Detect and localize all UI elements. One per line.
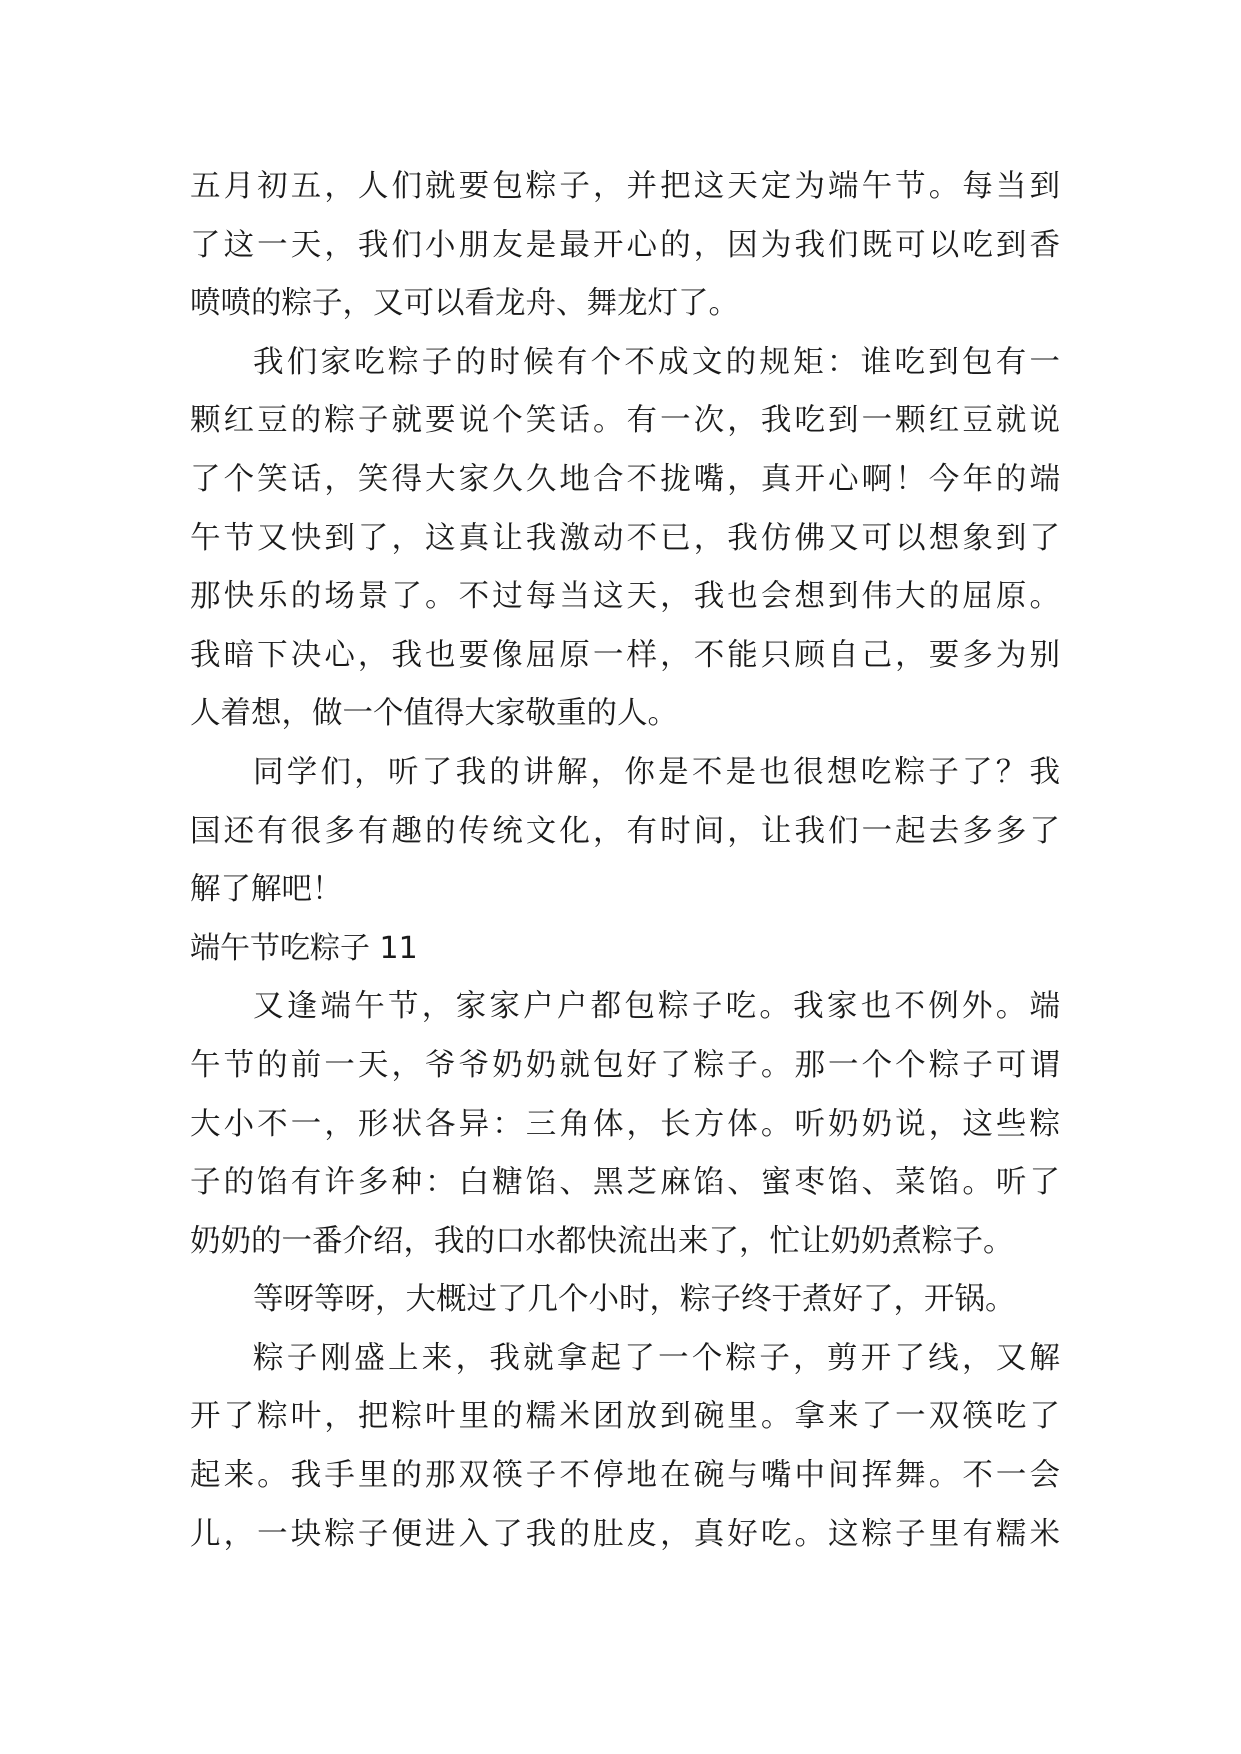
text-line: 那快乐的场景了。不过每当这天，我也会想到伟大的屈原。 [190,579,1060,615]
text-line: 等呀等呀，大概过了几个小时，粽子终于煮好了，开锅。 [253,1282,1016,1318]
text-line: 粽子刚盛上来，我就拿起了一个粽子，剪开了线，又解 [253,1340,1060,1376]
section-heading: 端午节吃粽子 11 [190,930,418,966]
text-line: 儿，一块粽子便进入了我的肚皮，真好吃。这粽子里有糯米 [190,1516,1060,1552]
text-line: 了个笑话，笑得大家久久地合不拢嘴，真开心啊！今年的端 [190,461,1060,497]
text-line: 奶奶的一番介绍，我的口水都快流出来了，忙让奶奶煮粽子。 [190,1223,1014,1259]
text-line: 五月初五，人们就要包粽子，并把这天定为端午节。每当到 [190,169,1060,204]
document-body [190,158,1060,1564]
paragraph [190,1271,1060,1330]
paragraph [190,158,1060,334]
text-line: 了这一天，我们小朋友是最开心的，因为我们既可以吃到香 [190,227,1060,263]
text-line: 我暗下决心，我也要像屈原一样，不能只顾自己，要多为别 [190,637,1060,673]
paragraph [190,334,1060,744]
text-line: 解了解吧！ [190,872,343,908]
text-line: 喷喷的粽子，又可以看龙舟、舞龙灯了。 [190,286,739,322]
text-line: 国还有很多有趣的传统文化，有时间，让我们一起去多多了 [190,813,1060,849]
text-line: 人着想，做一个值得大家敬重的人。 [190,696,678,732]
text-line: 同学们，听了我的讲解，你是不是也很想吃粽子了？我 [253,754,1060,790]
text-line: 颗红豆的粽子就要说个笑话。有一次，我吃到一颗红豆就说 [190,403,1060,439]
text-line: 又逢端午节，家家户户都包粽子吃。我家也不例外。端 [253,989,1060,1025]
paragraph [190,978,1060,1271]
text-line: 我们家吃粽子的时候有个不成文的规矩：谁吃到包有一 [253,344,1060,380]
paragraph [190,744,1060,920]
text-line: 大小不一，形状各异：三角体，长方体。听奶奶说，这些粽 [190,1106,1060,1142]
text-line: 开了粽叶，把粽叶里的糯米团放到碗里。拿来了一双筷吃了 [190,1399,1060,1435]
text-line: 子的馅有许多种：白糖馅、黑芝麻馅、蜜枣馅、菜馅。听了 [190,1165,1060,1201]
text-line: 午节的前一天，爷爷奶奶就包好了粽子。那一个个粽子可谓 [190,1047,1060,1083]
text-line: 起来。我手里的那双筷子不停地在碗与嘴中间挥舞。不一会 [190,1458,1060,1494]
text-line: 午节又快到了，这真让我激动不已，我仿佛又可以想象到了 [190,520,1060,556]
paragraph [190,1330,1060,1564]
